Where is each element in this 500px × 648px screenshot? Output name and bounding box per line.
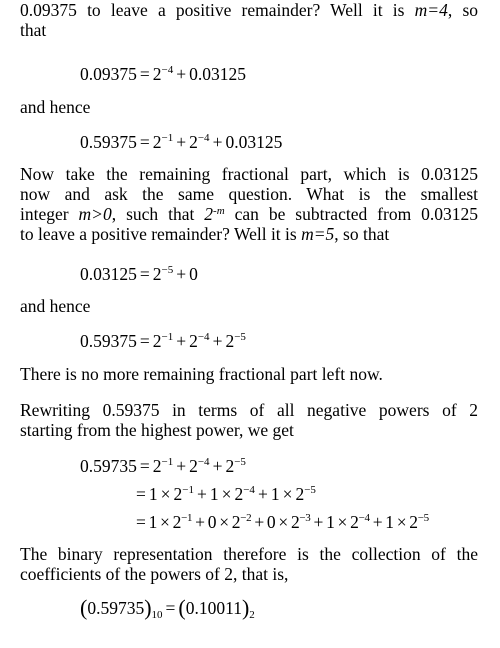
text-line: The binary representation therefore is the collection of the [20, 544, 478, 564]
text-and-hence: and hence [20, 97, 91, 117]
paragraph-second-step [20, 164, 478, 244]
text-line: to leave a positive remainder? Well it is m=5, so that [20, 224, 390, 244]
equation-4: $0.59375 = 2^{-1} + 2^{-4} + 2^{-5}$ [80, 331, 246, 351]
paragraph-binary-representation [20, 544, 478, 584]
text-line: coefficients of the powers of 2, that is, [20, 564, 289, 584]
paragraph-rewriting [20, 400, 478, 440]
equation-5-row-1: $0.59735 = 2^{-1} + 2^{-4} + 2^{-5}$ [80, 456, 246, 476]
equation-6-result: $(0.59735)_{10} = (0.10011)_2$ [80, 595, 255, 621]
paragraph-intro [20, 0, 478, 40]
document-page [20, 0, 478, 648]
text-line: Rewriting 0.59375 in terms of all negative powers of 2 [20, 400, 478, 420]
equation-5-row-2: = $1 \times 2^{-1} + 1 \times 2^{-4} + 1 \times 2^{-5}$ [136, 484, 316, 504]
text-line: that [20, 20, 47, 40]
equation-5-row-3: = $1 \times 2^{-1} + 0 \times 2^{-2} + 0 \times 2^{-3} + 1 \times 2^{-4} + 1 \times 2^{-5}$ [136, 512, 429, 532]
text-line: Now take the remaining fractional part, which is 0.03125 [20, 164, 478, 184]
text-line: 0.09375 to leave a positive remainder? Well it is m=4, so [20, 0, 478, 20]
paragraph-no-remainder: There is no more remaining fractional part left now. [20, 364, 383, 384]
equation-1: $0.09375 = 2^{-4} + 0.03125$ [80, 64, 246, 84]
equation-2: $0.59375 = 2^{-1} + 2^{-4} + 0.03125$ [80, 132, 283, 152]
text-line: starting from the highest power, we get [20, 420, 294, 440]
equation-3: $0.03125 = 2^{-5} + 0$ [80, 264, 198, 284]
text-line: now and ask the same question. What is the smallest [20, 184, 478, 204]
text-line: integer m>0, such that $2^{-m}$ can be subtracted from 0.03125 [20, 204, 479, 224]
text-and-hence-2: and hence [20, 296, 91, 316]
